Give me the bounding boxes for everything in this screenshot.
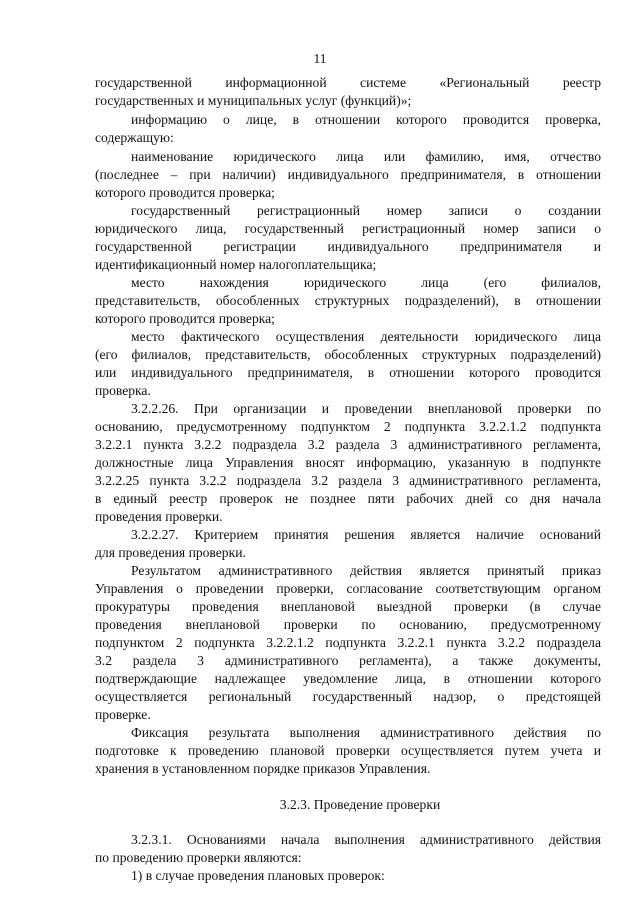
text-line: государственной информационной системе «Региональный реестр	[95, 75, 601, 90]
text-line: Управления о проведении проверки, согласование соответствующим органом	[95, 581, 601, 596]
text-line: 3.2.3.1. Основаниями начала выполнения административного действия	[131, 832, 601, 847]
text-line: проведения проверки.	[95, 509, 223, 524]
text-line: по проведению проверки являются:	[95, 850, 302, 865]
text-line: которого проводится проверка;	[95, 311, 275, 326]
text-line: государственной регистрации индивидуального предпринимателя и	[95, 239, 601, 254]
text-line: идентификационный номер налогоплательщика;	[95, 257, 377, 272]
text-line: 3.2.2.1 пункта 3.2.2 подраздела 3.2 раздела 3 административного регламента,	[95, 437, 601, 452]
text-line: проведения внеплановой проверки по основанию, предусмотренному	[95, 617, 601, 632]
text-line: 3.2.2.25 пункта 3.2.2 подраздела 3.2 раздела 3 административного регламента,	[95, 473, 601, 488]
text-line: (его филиалов, представительств, обособленных структурных подразделений)	[95, 347, 601, 362]
text-line: содержащую:	[95, 130, 174, 145]
text-line: хранения в установленном порядке приказов Управления.	[95, 761, 431, 776]
text-line: подпунктом 2 подпункта 3.2.2.1.2 подпункта 3.2.2.1 пункта 3.2.2 подраздела	[95, 635, 601, 650]
text-line: которого проводится проверка;	[95, 185, 275, 200]
text-line: место нахождения юридического лица (его филиалов,	[131, 275, 601, 290]
text-line: проверка.	[95, 383, 151, 398]
text-line: государственных и муниципальных услуг (функций)»;	[95, 93, 412, 108]
text-line: 3.2.2.26. При организации и проведении внеплановой проверки по	[131, 401, 601, 416]
text-line: 1) в случае проведения плановых проверок:	[131, 868, 385, 883]
text-line: Фиксация результата выполнения административного действия по	[131, 725, 601, 740]
text-line: представительств, обособленных структурных подразделений), в отношении	[95, 293, 601, 308]
page-number: 11	[313, 51, 327, 66]
text-line: 3.2.2.27. Критерием принятия решения является наличие оснований	[131, 527, 601, 542]
text-line: наименование юридического лица или фамилию, имя, отчество	[131, 149, 601, 164]
text-line: осуществляется региональный государственный надзор, о предстоящей	[95, 689, 601, 704]
section-heading: 3.2.3. Проведение проверки	[279, 797, 441, 812]
text-line: подготовке к проведению плановой проверки осуществляется путем учета и	[95, 743, 601, 758]
text-line: место фактического осуществления деятельности юридического лица	[131, 329, 601, 344]
text-line: юридического лица, государственный регистрационный номер записи о	[95, 221, 601, 236]
text-line: информацию о лице, в отношении которого проводится проверка,	[131, 112, 601, 127]
text-line: 3.2 раздела 3 административного регламента), а также документы,	[95, 653, 601, 668]
text-line: для проведения проверки.	[95, 545, 246, 560]
text-line: государственный регистрационный номер записи о создании	[131, 203, 601, 218]
text-line: основанию, предусмотренному подпунктом 2 подпункта 3.2.2.1.2 подпункта	[95, 419, 601, 434]
text-line: в единый реестр проверок не позднее пяти рабочих дней со дня начала	[95, 491, 601, 506]
text-line: Результатом административного действия является принятый приказ	[131, 563, 601, 578]
text-line: должностные лица Управления вносят информацию, указанную в подпункте	[95, 455, 601, 470]
text-line: подтверждающие надлежащее уведомление лица, в отношении которого	[95, 671, 601, 686]
text-line: или индивидуального предпринимателя, в отношении которого проводится	[95, 365, 601, 380]
text-line: прокуратуры проведения внеплановой выездной проверки (в случае	[95, 599, 601, 614]
text-line: (последнее – при наличии) индивидуального предпринимателя, в отношении	[95, 167, 601, 182]
text-line: проверке.	[95, 707, 151, 722]
